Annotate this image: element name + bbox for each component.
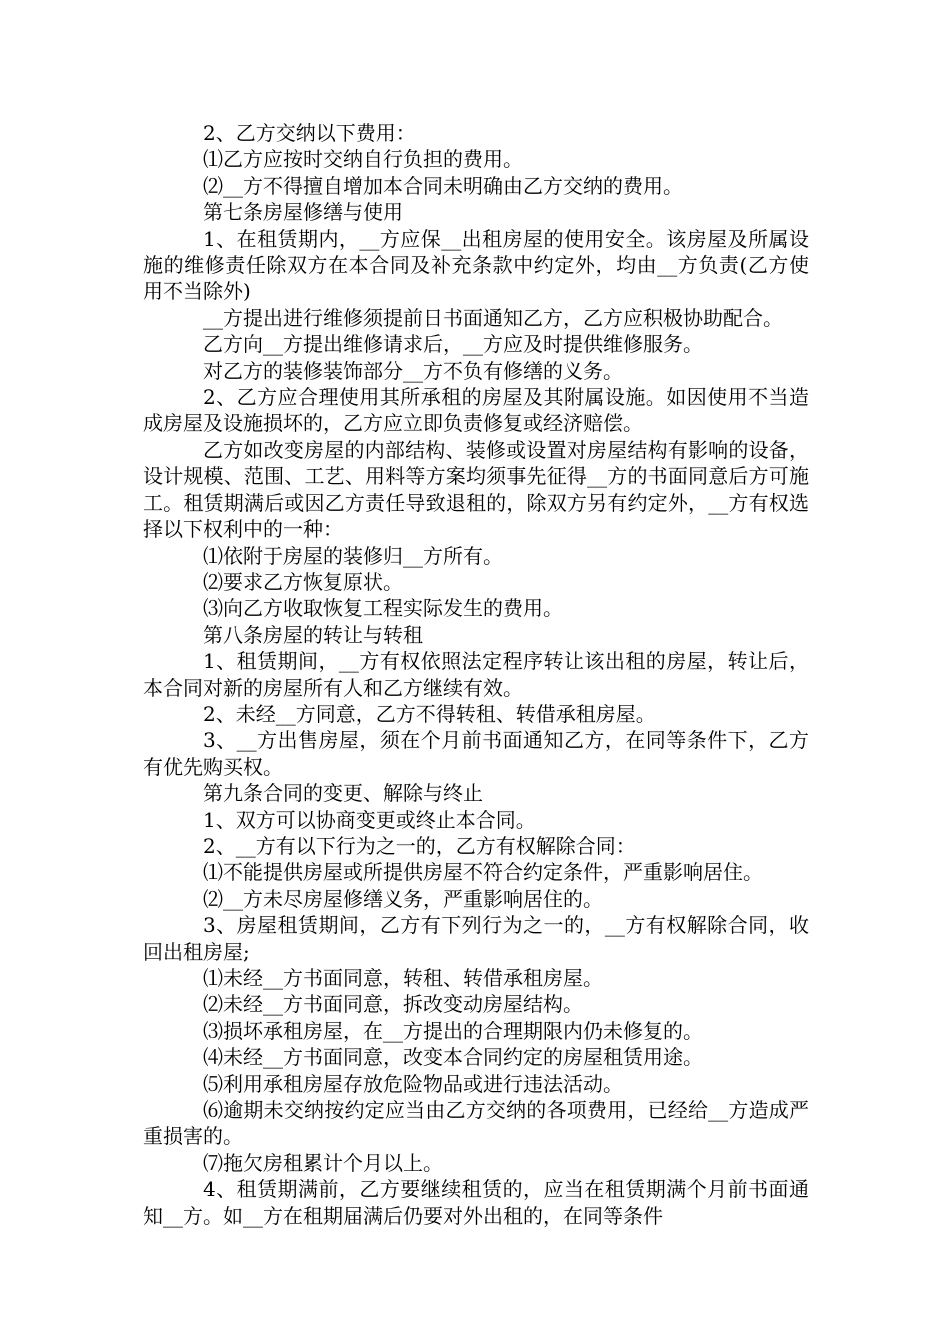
paragraph: 3、__方出售房屋，须在个月前书面通知乙方，在同等条件下，乙方有优先购买权。	[143, 728, 809, 779]
document-body	[143, 120, 809, 1229]
paragraph: 2、乙方应合理使用其所承租的房屋及其附属设施。如因使用不当造成房屋及设施损坏的，乙方应立即负责修复或经济赔偿。	[143, 385, 809, 436]
paragraph: ⑵__方未尽房屋修缮义务，严重影响居住的。	[203, 886, 603, 911]
section-heading: 第八条房屋的转让与转租	[203, 622, 423, 647]
paragraph: 1、租赁期间，__方有权依照法定程序转让该出租的房屋，转让后，本合同对新的房屋所有人和乙方继续有效。	[143, 649, 809, 700]
paragraph: 乙方向__方提出维修请求后，__方应及时提供维修服务。	[203, 332, 703, 357]
paragraph: 2、乙方交纳以下费用：	[203, 121, 416, 145]
paragraph: 乙方如改变房屋的内部结构、装修或设置对房屋结构有影响的设备，设计规模、范围、工艺、用料等方案均须事先征得__方的书面同意后方可施工。租赁期满后或因乙方责任导致退租的，除双方另有约定外，__方有权选择以下权利中的一种：	[143, 437, 809, 542]
paragraph: 对乙方的装修装饰部分__方不负有修缮的义务。	[203, 358, 623, 383]
paragraph: 1、双方可以协商变更或终止本合同。	[203, 807, 536, 832]
paragraph: ⑷未经__方书面同意，改变本合同约定的房屋租赁用途。	[203, 1045, 703, 1070]
paragraph: __方提出进行维修须提前日书面通知乙方，乙方应积极协助配合。	[203, 305, 783, 330]
paragraph: ⑶向乙方收取恢复工程实际发生的费用。	[203, 596, 563, 621]
section-heading: 第七条房屋修缮与使用	[203, 200, 403, 225]
paragraph: 4、租赁期满前，乙方要继续租赁的，应当在租赁期满个月前书面通知__方。如__方在租期届满后仍要对外出租的，在同等条件	[143, 1177, 809, 1228]
paragraph: ⑴不能提供房屋或所提供房屋不符合约定条件，严重影响居住。	[203, 860, 763, 885]
paragraph: ⑹逾期未交纳按约定应当由乙方交纳的各项费用，已经给__方造成严重损害的。	[143, 1098, 809, 1149]
paragraph: ⑴乙方应按时交纳自行负担的费用。	[203, 147, 523, 172]
paragraph: ⑵未经__方书面同意，拆改变动房屋结构。	[203, 992, 583, 1017]
section-heading: 第九条合同的变更、解除与终止	[203, 781, 483, 806]
paragraph: 2、未经__方同意，乙方不得转租、转借承租房屋。	[203, 701, 656, 726]
paragraph: ⑵__方不得擅自增加本合同未明确由乙方交纳的费用。	[203, 173, 683, 198]
paragraph: ⑶损坏承租房屋，在__方提出的合理期限内仍未修复的。	[203, 1018, 703, 1043]
paragraph: ⑴未经__方书面同意，转租、转借承租房屋。	[203, 966, 603, 990]
paragraph: ⑸利用承租房屋存放危险物品或进行违法活动。	[203, 1071, 623, 1096]
paragraph: ⑴依附于房屋的装修归__方所有。	[203, 543, 503, 568]
paragraph: 1、在租赁期内，__方应保__出租房屋的使用安全。该房屋及所属设施的维修责任除双方在本合同及补充条款中约定外，均由__方负责(乙方使用不当除外)	[143, 226, 809, 304]
paragraph: ⑵要求乙方恢复原状。	[203, 569, 403, 594]
paragraph: ⑺拖欠房租累计个月以上。	[203, 1150, 443, 1175]
paragraph: 3、房屋租赁期间，乙方有下列行为之一的，__方有权解除合同，收回出租房屋;	[143, 913, 809, 964]
paragraph: 2、__方有以下行为之一的，乙方有权解除合同：	[203, 833, 636, 858]
